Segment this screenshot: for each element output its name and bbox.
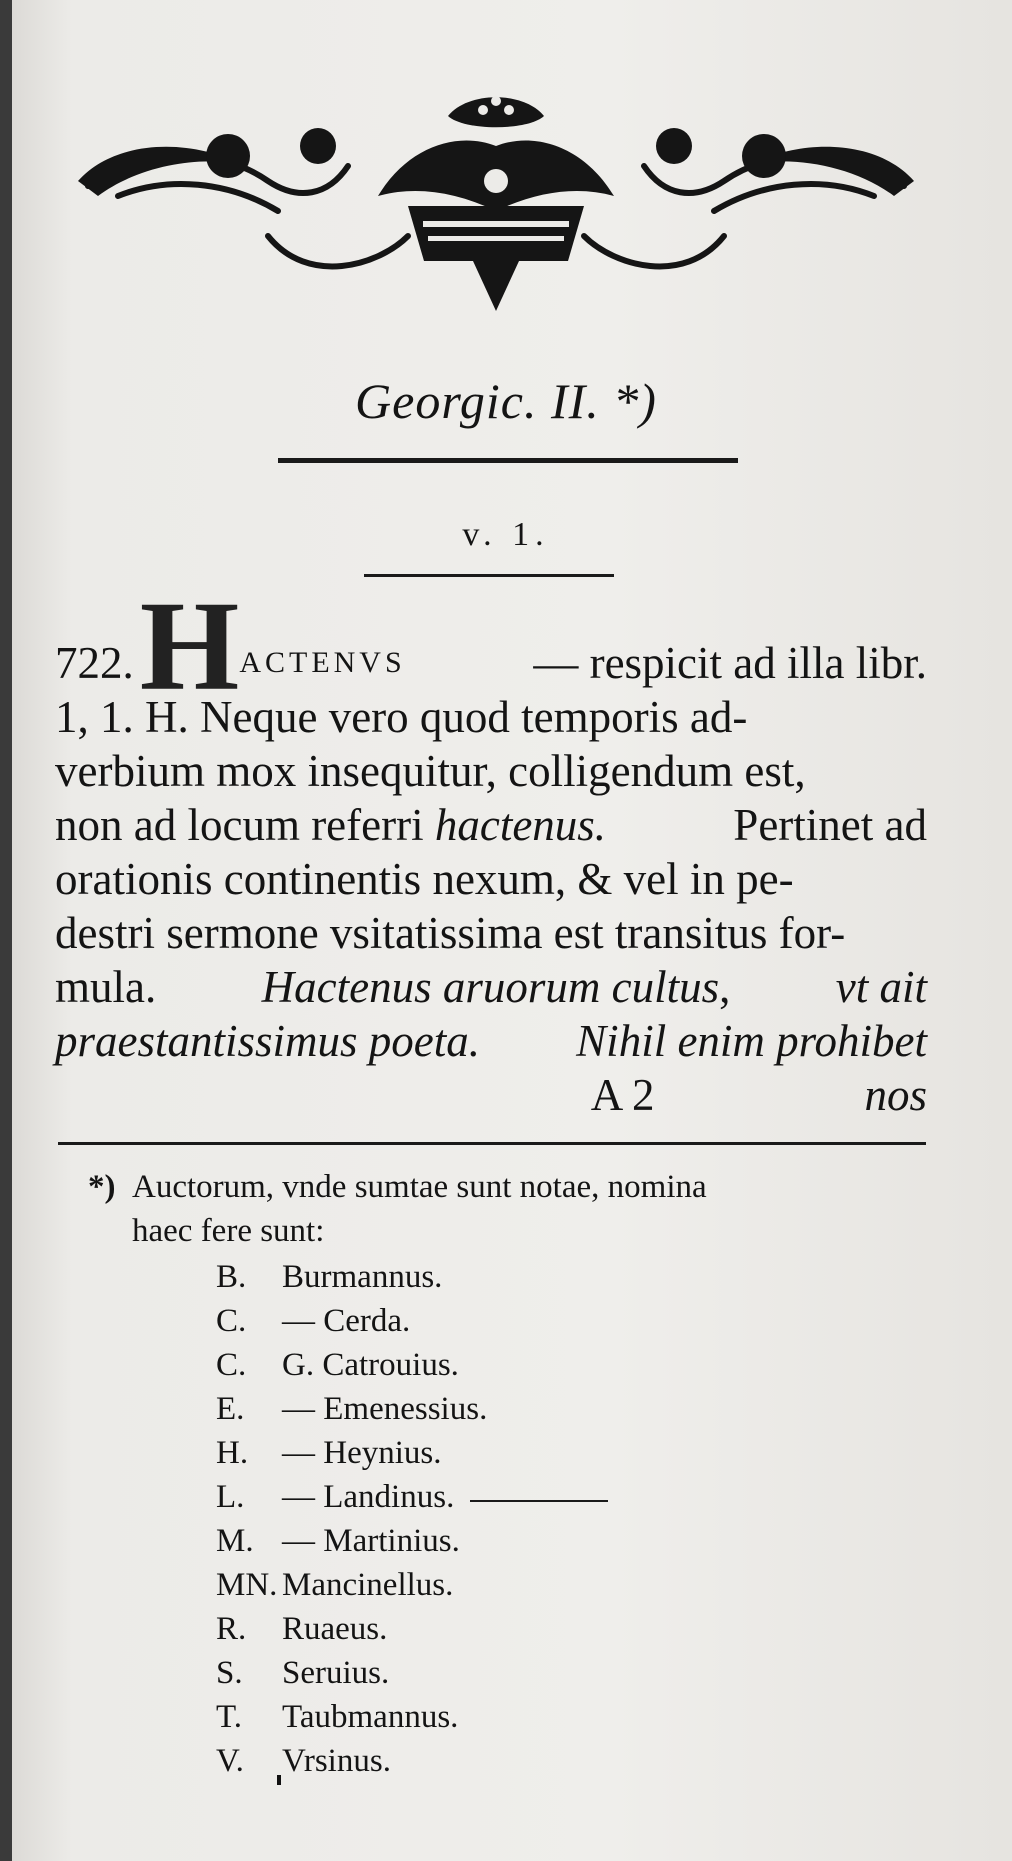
page-mark xyxy=(277,1775,281,1785)
abbreviation-item xyxy=(216,1563,926,1607)
commentary-body xyxy=(55,575,927,1122)
abbreviation-key: R. xyxy=(216,1611,247,1647)
abbreviation-key: T. xyxy=(216,1699,242,1735)
abbreviation-item xyxy=(216,1607,926,1651)
signature-line xyxy=(55,1068,927,1122)
footnote xyxy=(88,1165,926,1783)
abbreviation-item xyxy=(216,1431,926,1475)
catchword: nos xyxy=(864,1070,927,1120)
line-italic: Nihil enim prohibet xyxy=(576,1016,927,1066)
lemma-word: ACTENVS xyxy=(239,646,406,679)
line-italic: vt ait xyxy=(835,962,927,1012)
abbreviation-name: Seruius. xyxy=(282,1655,390,1691)
line-text: destri sermone vsitatissima est transitus for- xyxy=(55,908,846,958)
drop-cap: H xyxy=(139,575,240,717)
abbreviation-name: Mancinellus. xyxy=(282,1567,454,1603)
abbreviation-item xyxy=(216,1695,926,1739)
line-text: non ad locum referri xyxy=(55,800,424,850)
line-italic: praestantissimus poeta. xyxy=(55,1016,481,1066)
footnote-rule xyxy=(58,1142,926,1145)
abbreviation-key: B. xyxy=(216,1259,247,1295)
line-text: orationis continentis nexum, & vel in pe- xyxy=(55,854,794,904)
abbreviation-key: V. xyxy=(216,1743,244,1779)
abbreviation-key: S. xyxy=(216,1655,243,1691)
list-rule xyxy=(470,1500,608,1502)
abbreviation-key: C. xyxy=(216,1303,247,1339)
abbreviation-list xyxy=(88,1255,926,1783)
footnote-text: Auctorum, vnde sumtae sunt notae, nomina xyxy=(132,1169,707,1205)
abbreviation-key: H. xyxy=(216,1435,249,1471)
abbreviation-item xyxy=(216,1343,926,1387)
abbreviation-item xyxy=(216,1739,926,1783)
abbreviation-key: L. xyxy=(216,1479,245,1515)
commentary-line xyxy=(55,1014,927,1068)
abbreviation-name: Burmannus. xyxy=(282,1259,443,1295)
page-title: Georgic. II. *) xyxy=(355,373,657,429)
abbreviation-name: — Cerda. xyxy=(282,1303,411,1339)
abbreviation-item xyxy=(216,1387,926,1431)
commentary-line xyxy=(55,960,927,1014)
abbreviation-key: C. xyxy=(216,1347,247,1383)
line-italic: hactenus. xyxy=(434,800,607,850)
page-gutter xyxy=(0,0,12,1861)
line-text: verbium mox insequitur, colligendum est, xyxy=(55,746,806,796)
abbreviation-item xyxy=(216,1519,926,1563)
abbreviation-name: Vrsinus. xyxy=(282,1743,391,1779)
abbreviation-key: MN. xyxy=(216,1567,278,1603)
line-number: 722. xyxy=(55,638,134,688)
abbreviation-key: E. xyxy=(216,1391,245,1427)
abbreviation-item xyxy=(216,1475,926,1519)
commentary-line xyxy=(55,744,927,798)
abbreviation-name: — Heynius. xyxy=(282,1435,442,1471)
abbreviation-key: M. xyxy=(216,1523,254,1559)
line-text: Pertinet ad xyxy=(733,800,927,850)
commentary-line xyxy=(55,798,927,852)
verse-rule xyxy=(364,574,614,577)
abbreviation-item xyxy=(216,1255,926,1299)
abbreviation-name: — Martinius. xyxy=(282,1523,460,1559)
abbreviation-name: — Landinus. xyxy=(282,1479,455,1515)
abbreviation-item xyxy=(216,1651,926,1695)
commentary-line xyxy=(55,906,927,960)
headpiece-ornament xyxy=(78,86,914,326)
abbreviation-name: Ruaeus. xyxy=(282,1611,388,1647)
abbreviation-item xyxy=(216,1299,926,1343)
line-italic: Hactenus aruorum cultus xyxy=(261,962,720,1012)
signature-mark: A 2 xyxy=(590,1070,655,1120)
line-text: mula. xyxy=(55,962,157,1012)
line-text: — respicit ad illa libr. xyxy=(533,638,927,688)
abbreviation-name: Taubmannus. xyxy=(282,1699,459,1735)
verse-reference: v. 1. xyxy=(462,516,550,553)
footnote-text: haec fere sunt: xyxy=(132,1213,325,1249)
footnote-mark: *) xyxy=(88,1169,116,1205)
title-rule xyxy=(278,458,738,463)
commentary-line xyxy=(55,852,927,906)
abbreviation-name: G. Catrouius. xyxy=(282,1347,459,1383)
line-text: , xyxy=(719,962,731,1012)
abbreviation-name: — Emenessius. xyxy=(282,1391,488,1427)
line-text: 1, 1. H. Neque vero quod temporis ad- xyxy=(55,692,748,742)
